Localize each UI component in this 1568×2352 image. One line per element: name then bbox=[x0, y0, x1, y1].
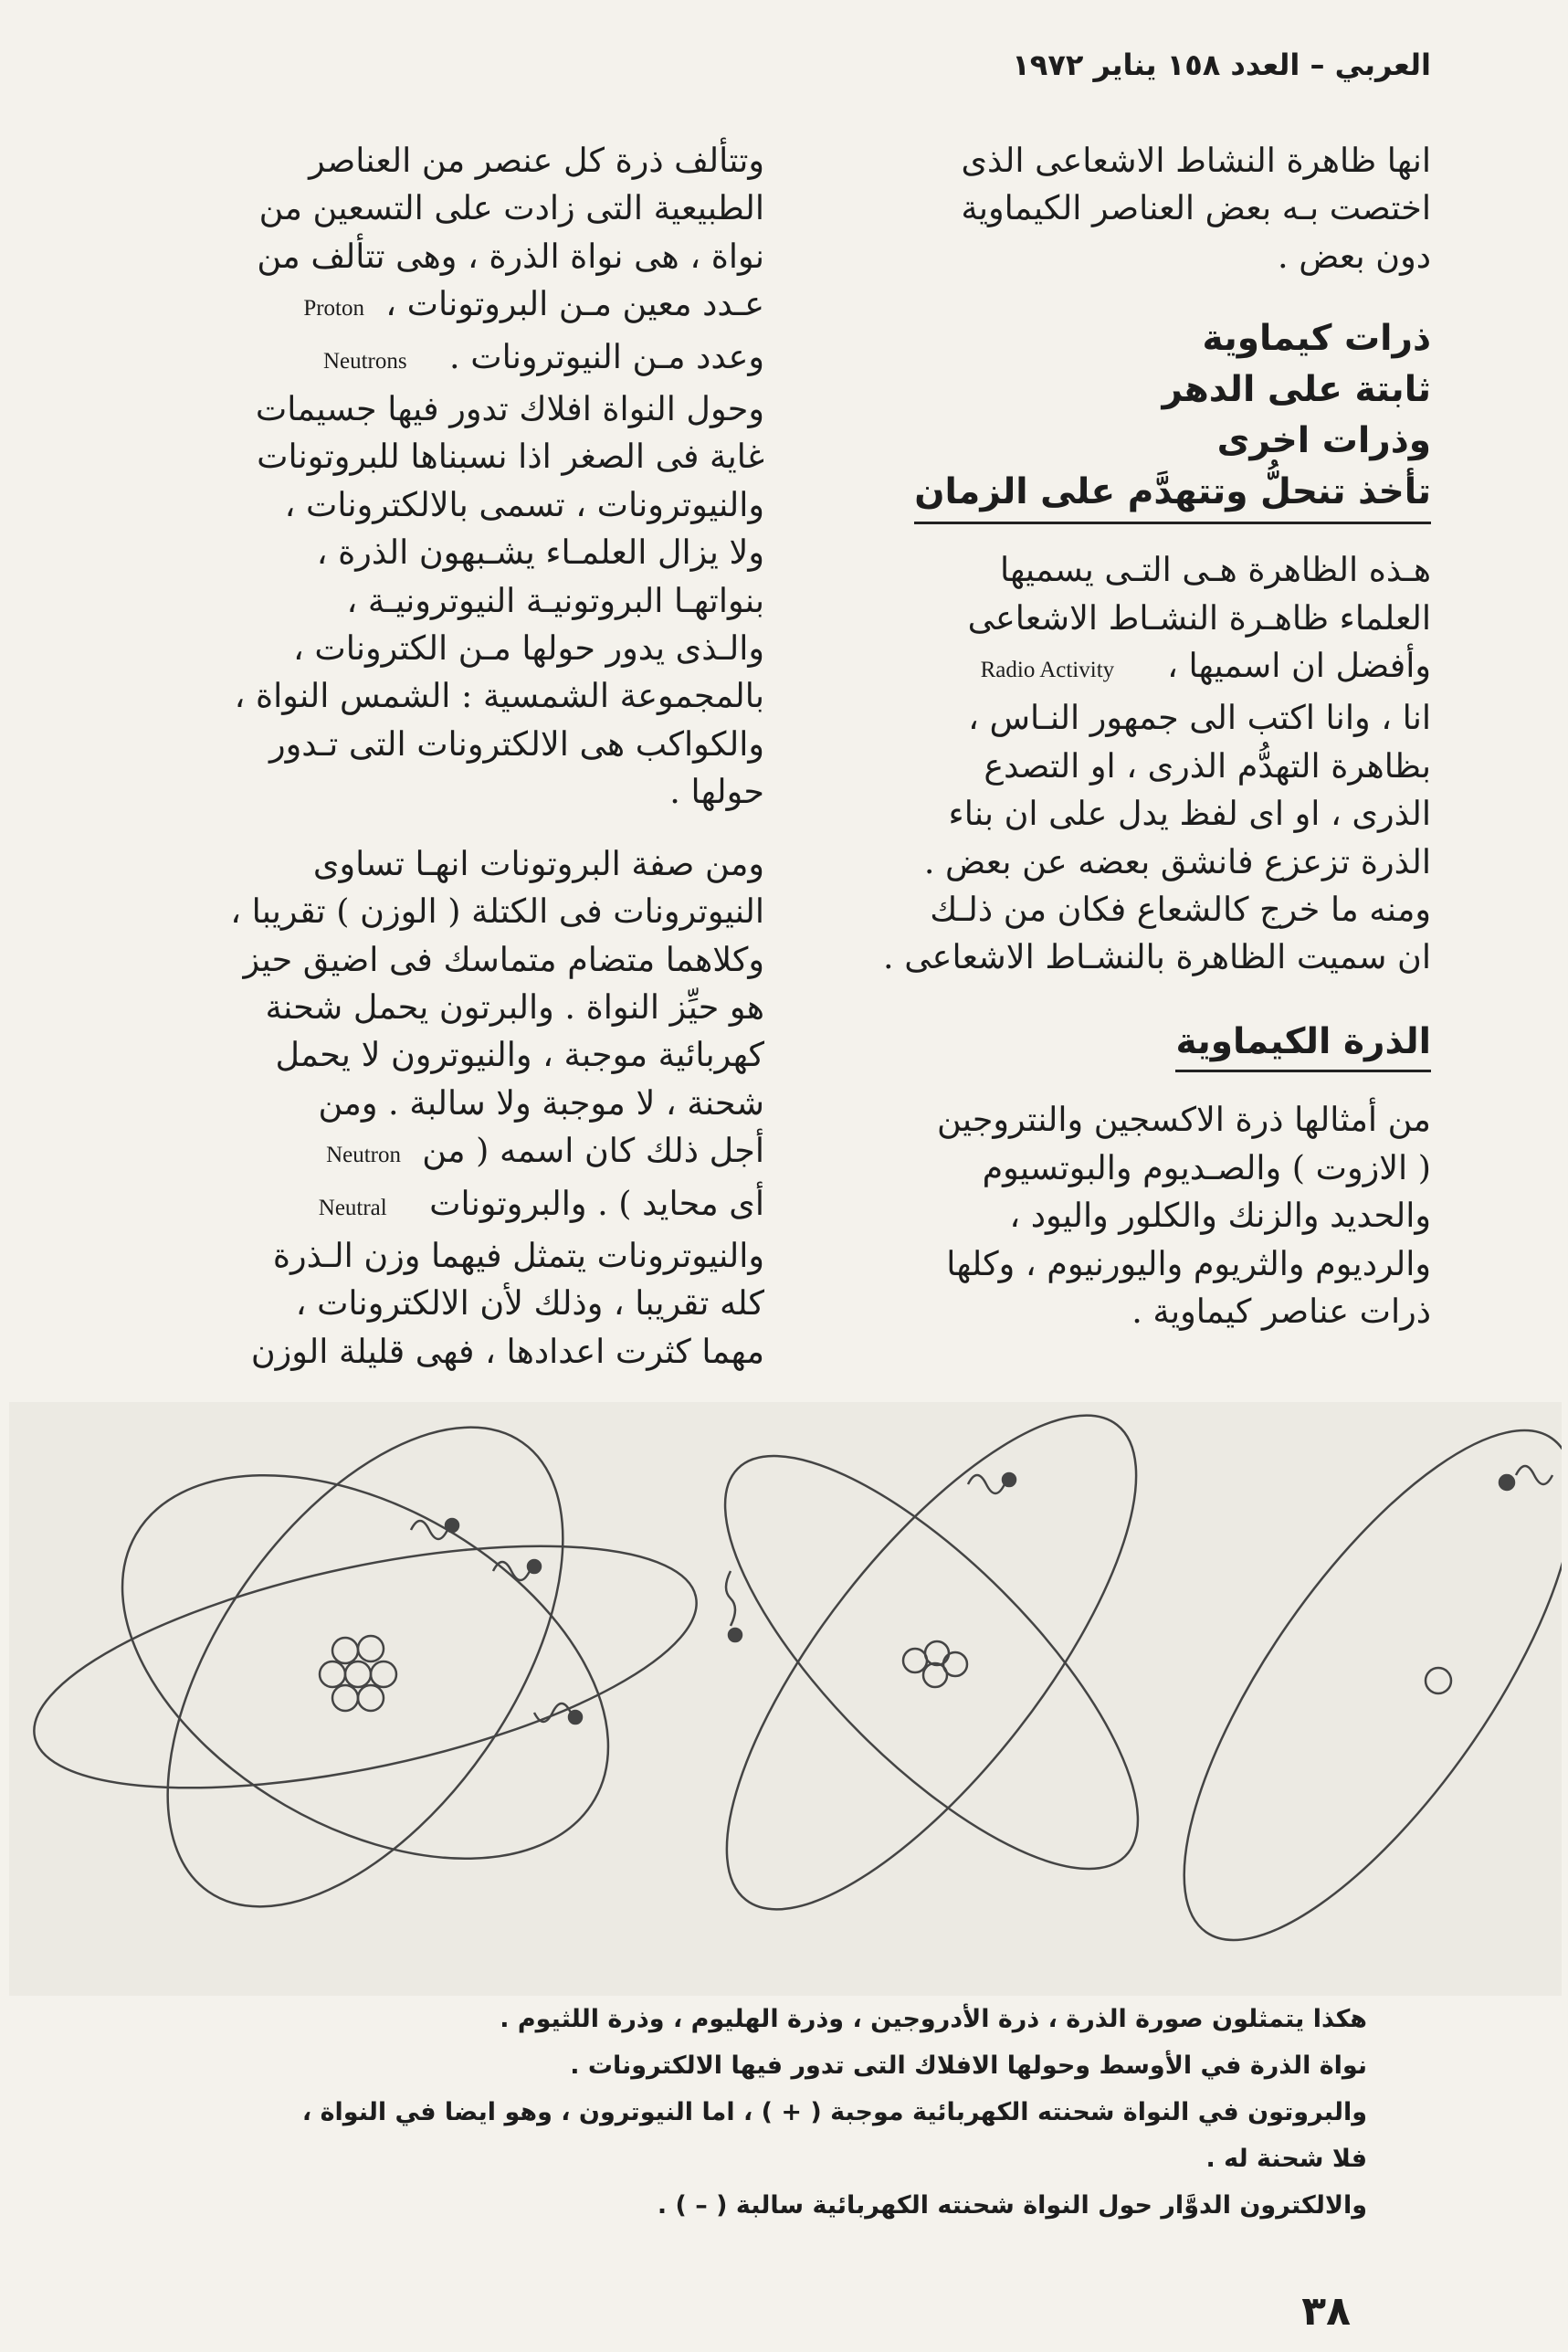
right-column bbox=[810, 137, 1431, 1335]
helium-atom bbox=[659, 1402, 1203, 1967]
text-line: شحنة ، لا موجبة ولا سالبة . ومن bbox=[318, 1082, 764, 1123]
text-line: ومنه ما خرج كالشعاع فكان من ذلـك bbox=[930, 890, 1431, 930]
lithium-atom bbox=[14, 1402, 717, 1976]
text-line: هو حيِّز النواة . والبرتون يحمل شحنة bbox=[265, 986, 764, 1027]
electron-trail bbox=[968, 1475, 1005, 1493]
atom-structure-paragraph bbox=[102, 137, 764, 817]
proton-neutron-paragraph bbox=[102, 840, 764, 1376]
latin-term: Radio Activity bbox=[980, 658, 1115, 683]
text-line: ومن صفة البروتونات انهـا تساوى bbox=[312, 843, 764, 883]
latin-term: Neutral bbox=[318, 1195, 387, 1220]
text-line: دون بعض . bbox=[1278, 236, 1431, 276]
text-line: ذرات عناصر كيماوية . bbox=[1131, 1291, 1431, 1331]
text-fragment: وعدد مـن النيوترونات . bbox=[449, 336, 764, 376]
latin-term: Neutrons bbox=[322, 348, 407, 374]
figure-caption bbox=[180, 1996, 1367, 2229]
text-line: العلماء ظاهـرة النشـاط الاشعاعى bbox=[967, 597, 1431, 638]
text-line: بظاهرة التهدُّم الذرى ، او التصدع bbox=[984, 745, 1431, 786]
orbit bbox=[14, 1498, 717, 1835]
latin-term: Neutron bbox=[326, 1143, 401, 1168]
electron-trail bbox=[493, 1562, 530, 1580]
orbit bbox=[56, 1402, 674, 1938]
heading-line: ثابتة على الدهر bbox=[1162, 369, 1431, 411]
text-line: ان سميت الظاهرة بالنشـاط الاشعاعى . bbox=[883, 937, 1431, 977]
heading-line: ذرات كيماوية bbox=[1202, 318, 1431, 360]
nucleus bbox=[1426, 1668, 1451, 1693]
text-line: الذرة تزعزع فانشق بعضه عن بعض . bbox=[923, 841, 1431, 881]
text-line: انها ظاهرة النشاط الاشعاعى الذى bbox=[961, 141, 1431, 180]
text-line: ( الازوت ) والصـديوم والبوتسيوم bbox=[982, 1147, 1431, 1187]
text-line: من أمثالها ذرة الاكسجين والنتروجين bbox=[937, 1100, 1431, 1140]
text-line: الذرى ، او اى لفظ يدل على ان بناء bbox=[948, 794, 1431, 834]
text-fragment: عـدد معين مـن البروتونات ، bbox=[385, 284, 764, 324]
electron bbox=[1500, 1475, 1514, 1490]
hydrogen-atom bbox=[1116, 1402, 1562, 1995]
heading-line: وذرات اخرى bbox=[1216, 420, 1431, 462]
electron bbox=[528, 1560, 541, 1573]
text-line: الطبيعية التى زادت على التسعين من bbox=[258, 188, 764, 228]
text-line bbox=[102, 333, 764, 385]
text-line: والـذى يدور حولها مـن الكترونات ، bbox=[292, 628, 764, 669]
text-line bbox=[810, 642, 1431, 694]
text-line bbox=[102, 280, 764, 332]
text-line bbox=[102, 1180, 764, 1232]
radioactivity-paragraph bbox=[810, 546, 1431, 982]
electron bbox=[446, 1519, 458, 1532]
electron bbox=[729, 1629, 742, 1641]
caption-line: والبروتون في النواة شحنته الكهربائية موجبة ( + ) ، اما النيوترون ، وهو ايضا في النواة ، bbox=[301, 2098, 1367, 2126]
electron bbox=[569, 1711, 582, 1724]
text-line: والنيوترونات ، تسمى بالالكترونات ، bbox=[284, 484, 764, 524]
text-line: كله تقريبا ، وذلك لأن الالكترونات ، bbox=[295, 1283, 764, 1324]
text-line: بنواتهـا البروتونيـة النيوترونيـة ، bbox=[346, 580, 764, 620]
orbit bbox=[89, 1402, 642, 1976]
orbit bbox=[659, 1402, 1203, 1967]
text-line: وحول النواة افلاك تدور فيها جسيمات bbox=[255, 389, 764, 429]
text-fragment: أى محايد ) . والبروتونات bbox=[429, 1183, 764, 1223]
latin-term: Proton bbox=[303, 296, 365, 322]
caption-line: هكذا يتمثلون صورة الذرة ، ذرة الأدروجين ، وذرة الهليوم ، وذرة اللثيوم . bbox=[500, 2005, 1367, 2033]
text-line bbox=[102, 1127, 764, 1179]
subheading-text: الذرة الكيماوية bbox=[1175, 1018, 1431, 1072]
running-header: العربي – العدد ١٥٨ يناير ١٩٧٢ bbox=[1012, 47, 1431, 82]
section-heading bbox=[810, 313, 1431, 524]
elements-paragraph bbox=[810, 1096, 1431, 1335]
text-line: بالمجموعة الشمسية : الشمس النواة ، bbox=[234, 676, 764, 716]
text-line: كهربائية موجبة ، والنيوترون لا يحمل bbox=[275, 1035, 764, 1075]
heading-line: تأخذ تنحلُّ وتتهدَّم على الزمان bbox=[914, 467, 1431, 524]
text-line: وكلاهما متضام متماسك فى اضيق حيز bbox=[243, 939, 764, 979]
electron-trail bbox=[726, 1571, 735, 1626]
caption-line: والالكترون الدوَّار حول النواة شحنته الكهربائية سالبة ( – ) . bbox=[657, 2191, 1367, 2220]
electron-trail bbox=[1516, 1466, 1552, 1484]
text-line: ولا يزال العلمـاء يشـبهون الذرة ، bbox=[316, 533, 764, 573]
text-line: حولها . bbox=[669, 772, 764, 812]
text-line: غاية فى الصغر اذا نسبناها للبروتونات bbox=[257, 437, 764, 477]
intro-paragraph bbox=[810, 137, 1431, 280]
text-line: والرديوم والثريوم واليورنيوم ، وكلها bbox=[946, 1243, 1431, 1283]
page-number: ٣٨ bbox=[1301, 2288, 1351, 2335]
atom-models-drawing bbox=[9, 1402, 1562, 1996]
text-line: والكواكب هى الالكترونات التى تـدور bbox=[269, 723, 764, 764]
caption-line: فلا شحنة له . bbox=[1205, 2145, 1367, 2173]
orbit bbox=[1116, 1402, 1562, 1995]
electron bbox=[1003, 1473, 1016, 1486]
nucleus bbox=[320, 1636, 396, 1711]
nucleus bbox=[903, 1641, 967, 1687]
electron-trail bbox=[411, 1521, 447, 1539]
left-column bbox=[102, 137, 764, 1376]
text-line: هـذه الظاهرة هـى التـى يسميها bbox=[999, 550, 1431, 590]
text-line: نواة ، هى نواة الذرة ، وهى تتألف من bbox=[257, 236, 764, 276]
atom-illustration bbox=[9, 1402, 1562, 1996]
text-line: انا ، وانا اكتب الى جمهور النـاس ، bbox=[968, 698, 1431, 738]
subheading bbox=[810, 1018, 1431, 1072]
caption-line: نواة الذرة في الأوسط وحولها الافلاك التى تدور فيها الالكترونات . bbox=[570, 2051, 1367, 2080]
text-line: اختصت بـه بعض العناصر الكيماوية bbox=[961, 188, 1431, 228]
electron-trail bbox=[534, 1703, 571, 1722]
text-line: والنيوترونات يتمثل فيهما وزن الـذرة bbox=[272, 1235, 764, 1275]
text-fragment: أجل ذلك كان اسمه ( من bbox=[422, 1131, 764, 1171]
text-fragment: وأفضل ان اسميها ، bbox=[1167, 646, 1431, 686]
text-line: والحديد والزنك والكلور واليود ، bbox=[1009, 1196, 1431, 1236]
text-line: وتتألف ذرة كل عنصر من العناصر bbox=[309, 141, 764, 180]
text-line: مهما كثرت اعدادها ، فهى قليلة الوزن bbox=[250, 1331, 764, 1371]
text-line: النيوترونات فى الكتلة ( الوزن ) تقريبا ، bbox=[230, 891, 764, 932]
